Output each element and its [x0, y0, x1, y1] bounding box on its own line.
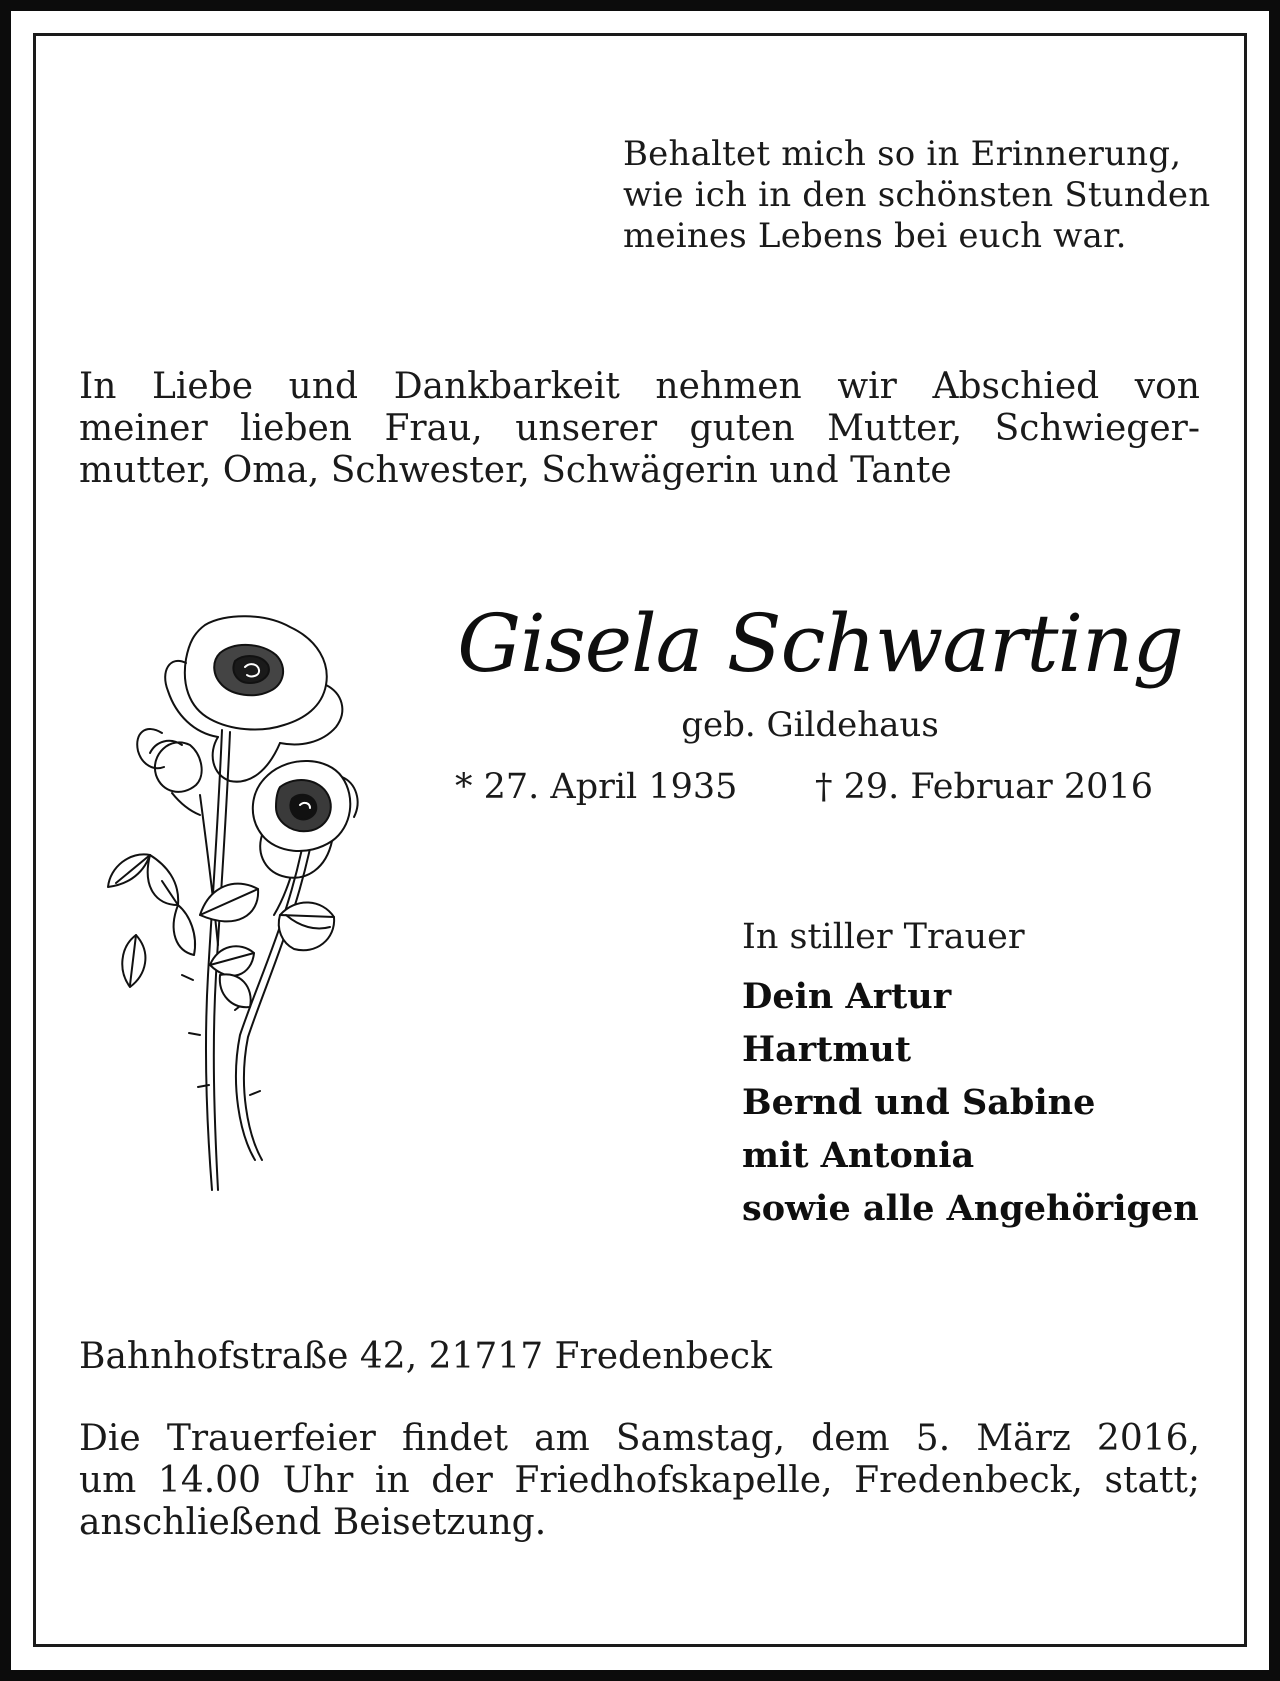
death-date: † 29. Februar 2016 — [815, 767, 1153, 807]
motto-quote — [623, 134, 1211, 257]
mourner-names — [742, 970, 1202, 1235]
farewell-line: In Liebe und Dankbarkeit nehmen wir Abschied von — [79, 366, 1200, 407]
farewell-line: mutter, Oma, Schwester, Schwägerin und Tante — [79, 450, 952, 491]
mourner-name: Hartmut — [742, 1029, 912, 1070]
service-line: anschließend Beisetzung. — [79, 1502, 547, 1543]
mourner-name: mit Antonia — [742, 1135, 975, 1176]
mourner-name: Bernd und Sabine — [742, 1082, 1096, 1123]
mourner-name: sowie alle Angehörigen — [742, 1188, 1199, 1229]
mourning-phrase: In stiller Trauer — [742, 917, 1025, 957]
mourner-name: Dein Artur — [742, 976, 952, 1017]
farewell-line: meiner lieben Frau, unserer guten Mutter, Schwieger- — [79, 408, 1200, 449]
funeral-service-info — [79, 1418, 1200, 1544]
motto-line: Behaltet mich so in Erinnerung, — [623, 134, 1182, 174]
family-address: Bahnhofstraße 42, 21717 Fredenbeck — [79, 1336, 772, 1377]
service-line: Die Trauerfeier findet am Samstag, dem 5. März 2016, — [79, 1418, 1200, 1459]
motto-line: meines Lebens bei euch war. — [623, 216, 1127, 256]
motto-line: wie ich in den schönsten Stunden — [623, 175, 1211, 215]
mourners-block — [742, 916, 1202, 1235]
birth-date: * 27. April 1935 — [455, 767, 738, 807]
maiden-name: geb. Gildehaus — [681, 705, 939, 745]
life-dates — [455, 766, 1195, 808]
farewell-paragraph — [79, 366, 1200, 492]
service-line: um 14.00 Uhr in der Friedhofskapelle, Fredenbeck, statt; — [79, 1460, 1200, 1501]
deceased-name: Gisela Schwarting — [457, 597, 1183, 690]
rose-drawing-icon — [90, 615, 390, 1195]
